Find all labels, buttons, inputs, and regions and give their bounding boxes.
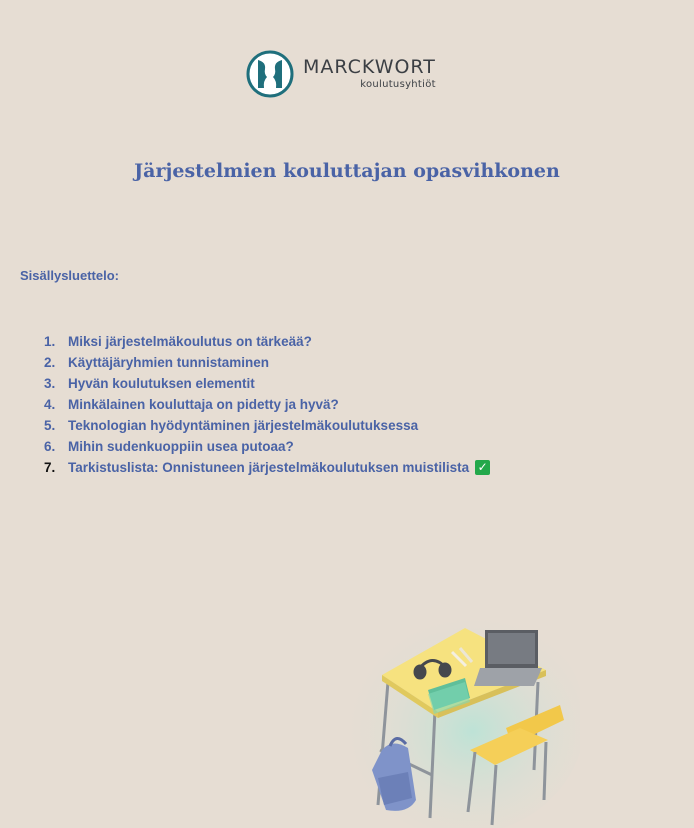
toc-item[interactable] — [44, 331, 490, 352]
toc-item-label: Hyvän koulutuksen elementit — [68, 376, 255, 391]
toc-item-label: Miksi järjestelmäkoulutus on tärkeää? — [68, 334, 312, 349]
document-title: Järjestelmien kouluttajan opasvihkonen — [134, 160, 560, 182]
brand-text — [303, 58, 436, 90]
marckwort-logo-icon — [246, 50, 294, 98]
toc-item-label: Käyttäjäryhmien tunnistaminen — [68, 355, 270, 370]
brand-subtitle: koulutusyhtiöt — [360, 79, 436, 90]
toc-item-label: Tarkistuslista: Onnistuneen järjestelmäkoulutuksen muistilista — [68, 460, 470, 475]
toc-item-number: 6. — [44, 439, 56, 454]
toc-item[interactable] — [44, 415, 490, 436]
toc-heading: Sisällysluettelo: — [20, 268, 119, 283]
brand-name: MARCKWORT — [303, 56, 436, 78]
toc-item[interactable] — [44, 436, 490, 457]
desk-illustration — [320, 600, 580, 828]
toc-item[interactable] — [44, 373, 490, 394]
check-mark-icon: ✓ — [475, 460, 490, 475]
toc-item-label: Minkälainen kouluttaja on pidetty ja hyvä? — [68, 397, 339, 412]
toc-item-number: 1. — [44, 334, 56, 349]
toc-item[interactable] — [44, 457, 490, 478]
toc-item[interactable] — [44, 352, 490, 373]
toc-item-number: 3. — [44, 376, 56, 391]
toc-item-number: 7. — [44, 460, 56, 475]
toc-item-label: Mihin sudenkuoppiin usea putoaa? — [68, 439, 294, 454]
brand-logo — [246, 50, 436, 98]
toc-item-label: Teknologian hyödyntäminen järjestelmäkoulutuksessa — [68, 418, 419, 433]
toc-item-number: 4. — [44, 397, 56, 412]
toc-item-number: 5. — [44, 418, 56, 433]
toc-item-number: 2. — [44, 355, 56, 370]
toc-item[interactable] — [44, 394, 490, 415]
table-of-contents — [44, 331, 490, 478]
